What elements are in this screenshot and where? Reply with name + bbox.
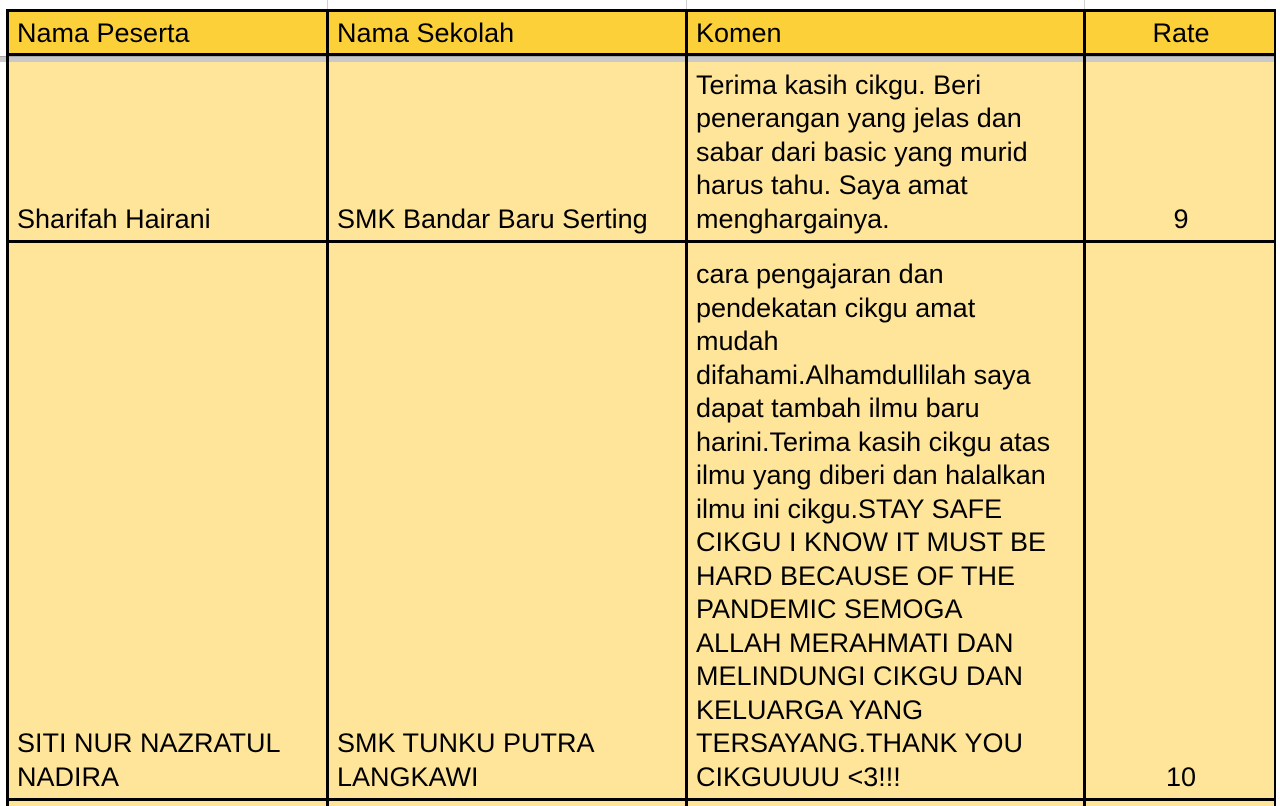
header-label: Nama Sekolah	[337, 18, 515, 48]
cell-rate[interactable]	[1086, 801, 1275, 806]
grid-line	[685, 9, 688, 806]
cell-komen[interactable]	[688, 801, 1083, 806]
header-label: Rate	[1152, 18, 1210, 48]
cell-komen[interactable]	[688, 243, 1083, 798]
cell-text: SITI NUR NAZRATUL NADIRA	[17, 728, 281, 792]
grid-line	[6, 9, 9, 806]
cell-rate[interactable]	[1086, 243, 1275, 798]
cell-nama-peserta[interactable]	[9, 62, 326, 240]
cell-komen[interactable]	[688, 62, 1083, 240]
cell-text: SMK Bandar Baru Serting	[337, 203, 648, 234]
cell-rate[interactable]	[1086, 62, 1275, 240]
grid-line	[1083, 9, 1086, 806]
header-cell-komen[interactable]	[688, 12, 1083, 54]
cell-text: SMK TUNKU PUTRA LANGKAWI	[337, 728, 595, 792]
header-label: Nama Peserta	[17, 18, 190, 48]
cell-nama-sekolah[interactable]	[329, 801, 685, 806]
grid-line	[326, 9, 329, 806]
cell-nama-sekolah[interactable]	[329, 62, 685, 240]
cell-nama-peserta[interactable]	[9, 801, 326, 806]
cell-nama-sekolah[interactable]	[329, 243, 685, 798]
right-gutter	[1276, 0, 1280, 806]
cell-text: Sharifah Hairani	[17, 203, 211, 234]
cell-text: cara pengajaran dan pendekatan cikgu amat mudah difahami.Alhamdullilah saya dapat tambah ilmu baru harini.Terima kasih cikgu atas ilmu yang diberi dan halalkan ilmu ini cikgu.STAY SAFE CIKGU I KNOW IT MUST BE HARD BECAUSE OF THE PANDEMIC SEMOGA ALLAH MERAHMATI DAN MELINDUNGI CIKGU DAN KELUARGA YANG TERSAYANG.THANK YOU CIKGUUUU <3!!!	[696, 259, 1051, 792]
cell-text: Terima kasih cikgu. Beri penerangan yang jelas dan sabar dari basic yang murid harus tahu. Saya amat menghargainya.	[696, 69, 1028, 234]
cell-text: 9	[1173, 203, 1189, 234]
header-cell-nama-sekolah[interactable]	[329, 12, 685, 54]
cell-text: 10	[1165, 761, 1197, 792]
header-label: Komen	[696, 18, 782, 48]
header-cell-rate[interactable]	[1086, 12, 1275, 54]
cell-nama-peserta[interactable]	[9, 243, 326, 798]
header-cell-nama-peserta[interactable]	[9, 12, 326, 54]
